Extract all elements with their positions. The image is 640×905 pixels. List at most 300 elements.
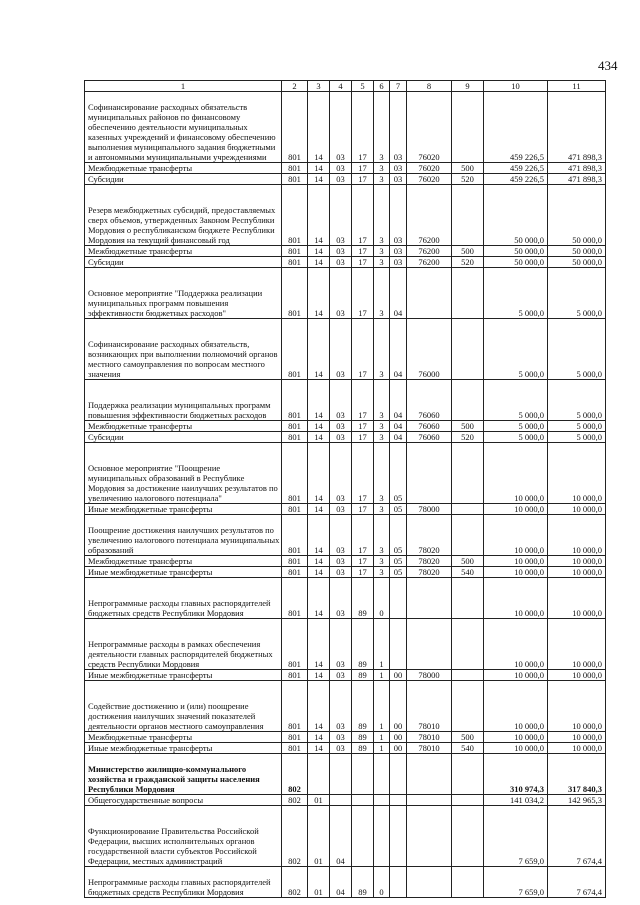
table-row <box>85 578 606 619</box>
table-row <box>85 504 606 515</box>
header-cell: 6 <box>374 81 390 92</box>
header-cell: 3 <box>308 81 330 92</box>
section-code-cell: 801 <box>282 743 308 754</box>
subprogram-code-cell: 3 <box>374 246 390 257</box>
subsection-code-cell: 14 <box>308 257 330 268</box>
direction-code-cell: 76020 <box>407 92 452 163</box>
program-code-cell: 17 <box>352 515 374 556</box>
subprogram-code-cell: 1 <box>374 732 390 743</box>
activity-code-cell: 00 <box>390 681 407 732</box>
subsection-code-cell: 03 <box>330 670 352 681</box>
direction-code-cell: 76020 <box>407 163 452 174</box>
subsection-code-cell: 14 <box>308 380 330 421</box>
program-code-cell: 89 <box>352 619 374 670</box>
section-code-cell: 801 <box>282 319 308 380</box>
section-code-cell: 801 <box>282 556 308 567</box>
amount-year1-cell: 5 000,0 <box>484 380 548 421</box>
header-cell: 1 <box>85 81 282 92</box>
activity-code-cell: 05 <box>390 504 407 515</box>
table-row <box>85 806 606 867</box>
program-code-cell <box>352 795 374 806</box>
expense-type-cell: 500 <box>452 732 484 743</box>
section-code-cell: 801 <box>282 92 308 163</box>
direction-code-cell: 78020 <box>407 515 452 556</box>
subprogram-code-cell: 3 <box>374 421 390 432</box>
subsection-code-cell: 03 <box>330 246 352 257</box>
expense-type-cell: 500 <box>452 163 484 174</box>
program-code-cell: 17 <box>352 504 374 515</box>
row-name-cell: Субсидии <box>85 174 282 185</box>
activity-code-cell <box>390 867 407 898</box>
amount-year2-cell: 5 000,0 <box>548 268 606 319</box>
expense-type-cell <box>452 754 484 795</box>
subsection-code-cell: 03 <box>330 432 352 443</box>
table-row <box>85 246 606 257</box>
subsection-code-cell: 14 <box>308 163 330 174</box>
amount-year1-cell: 50 000,0 <box>484 257 548 268</box>
subsection-code-cell: 03 <box>330 578 352 619</box>
row-name-cell: Содействие достижению и (или) поощрение достижения наилучших значений показателей деятельности органов местного самоуправления <box>85 681 282 732</box>
program-code-cell: 17 <box>352 92 374 163</box>
direction-code-cell: 76060 <box>407 421 452 432</box>
amount-year1-cell: 10 000,0 <box>484 681 548 732</box>
subsection-code-cell: 03 <box>330 380 352 421</box>
expense-type-cell <box>452 867 484 898</box>
expense-type-cell: 520 <box>452 174 484 185</box>
direction-code-cell: 78020 <box>407 567 452 578</box>
table-row <box>85 754 606 795</box>
amount-year2-cell: 471 898,3 <box>548 174 606 185</box>
section-code-cell: 801 <box>282 578 308 619</box>
subprogram-code-cell: 3 <box>374 319 390 380</box>
subsection-code-cell: 14 <box>308 432 330 443</box>
subsection-code-cell: 14 <box>308 515 330 556</box>
amount-year1-cell: 459 226,5 <box>484 174 548 185</box>
direction-code-cell: 78000 <box>407 670 452 681</box>
subprogram-code-cell: 3 <box>374 268 390 319</box>
row-name-cell: Непрограммные расходы главных распорядителей бюджетных средств Республики Мордовия <box>85 867 282 898</box>
activity-code-cell: 00 <box>390 743 407 754</box>
subsection-code-cell: 14 <box>308 443 330 504</box>
direction-code-cell <box>407 268 452 319</box>
subsection-code-cell: 14 <box>308 268 330 319</box>
amount-year1-cell: 5 000,0 <box>484 319 548 380</box>
amount-year2-cell: 10 000,0 <box>548 732 606 743</box>
activity-code-cell: 03 <box>390 246 407 257</box>
subsection-code-cell: 14 <box>308 504 330 515</box>
table-row <box>85 432 606 443</box>
amount-year1-cell: 10 000,0 <box>484 743 548 754</box>
amount-year2-cell: 10 000,0 <box>548 443 606 504</box>
subprogram-code-cell: 3 <box>374 185 390 246</box>
subsection-code-cell: 14 <box>308 185 330 246</box>
expense-type-cell <box>452 806 484 867</box>
amount-year2-cell: 10 000,0 <box>548 504 606 515</box>
subsection-code-cell: 03 <box>330 319 352 380</box>
amount-year1-cell: 141 034,2 <box>484 795 548 806</box>
subsection-code-cell: 14 <box>308 732 330 743</box>
section-code-cell: 802 <box>282 795 308 806</box>
table-body <box>85 92 606 898</box>
amount-year1-cell: 10 000,0 <box>484 619 548 670</box>
section-code-cell: 801 <box>282 163 308 174</box>
subprogram-code-cell <box>374 795 390 806</box>
direction-code-cell: 76200 <box>407 257 452 268</box>
subsection-code-cell: 03 <box>330 92 352 163</box>
subsection-code-cell: 14 <box>308 578 330 619</box>
activity-code-cell: 03 <box>390 92 407 163</box>
expense-type-cell <box>452 515 484 556</box>
row-name-cell: Межбюджетные трансферты <box>85 246 282 257</box>
subsection-code-cell: 01 <box>308 806 330 867</box>
subprogram-code-cell: 3 <box>374 257 390 268</box>
section-code-cell: 802 <box>282 867 308 898</box>
amount-year2-cell: 10 000,0 <box>548 578 606 619</box>
amount-year1-cell: 50 000,0 <box>484 246 548 257</box>
header-cell: 8 <box>407 81 452 92</box>
table-row <box>85 163 606 174</box>
section-code-cell: 801 <box>282 670 308 681</box>
program-code-cell: 17 <box>352 246 374 257</box>
row-name-cell: Поощрение достижения наилучших результатов по увеличению налогового потенциала муниципальных образований <box>85 515 282 556</box>
page-number: 434 <box>598 58 618 73</box>
table-row <box>85 795 606 806</box>
program-code-cell: 17 <box>352 443 374 504</box>
table-row <box>85 732 606 743</box>
subsection-code-cell: 03 <box>330 567 352 578</box>
activity-code-cell: 03 <box>390 163 407 174</box>
section-code-cell: 801 <box>282 619 308 670</box>
program-code-cell: 17 <box>352 421 374 432</box>
subsection-code-cell: 04 <box>330 806 352 867</box>
expense-type-cell: 500 <box>452 556 484 567</box>
amount-year1-cell: 310 974,3 <box>484 754 548 795</box>
direction-code-cell <box>407 619 452 670</box>
subsection-code-cell: 14 <box>308 421 330 432</box>
amount-year1-cell: 10 000,0 <box>484 670 548 681</box>
header-row <box>85 81 606 92</box>
section-code-cell: 801 <box>282 681 308 732</box>
subsection-code-cell: 14 <box>308 246 330 257</box>
program-code-cell <box>352 806 374 867</box>
subsection-code-cell: 03 <box>330 185 352 246</box>
activity-code-cell: 03 <box>390 174 407 185</box>
header-cell: 2 <box>282 81 308 92</box>
activity-code-cell: 03 <box>390 185 407 246</box>
table-row <box>85 268 606 319</box>
section-code-cell: 802 <box>282 806 308 867</box>
expense-type-cell <box>452 185 484 246</box>
section-code-cell: 801 <box>282 504 308 515</box>
table-row <box>85 515 606 556</box>
activity-code-cell <box>390 578 407 619</box>
direction-code-cell: 78010 <box>407 681 452 732</box>
expense-type-cell: 520 <box>452 432 484 443</box>
row-name-cell: Основное мероприятие "Поддержка реализации муниципальных программ повышения эффективности бюджетных расходов" <box>85 268 282 319</box>
subprogram-code-cell: 3 <box>374 515 390 556</box>
program-code-cell: 89 <box>352 743 374 754</box>
row-name-cell: Общегосударственные вопросы <box>85 795 282 806</box>
expense-type-cell <box>452 380 484 421</box>
amount-year2-cell: 50 000,0 <box>548 257 606 268</box>
program-code-cell: 89 <box>352 670 374 681</box>
amount-year2-cell: 5 000,0 <box>548 319 606 380</box>
program-code-cell: 89 <box>352 681 374 732</box>
header-cell: 4 <box>330 81 352 92</box>
subsection-code-cell: 14 <box>308 619 330 670</box>
activity-code-cell: 05 <box>390 556 407 567</box>
header-cell: 7 <box>390 81 407 92</box>
subsection-code-cell: 03 <box>330 619 352 670</box>
subsection-code-cell: 01 <box>308 795 330 806</box>
subprogram-code-cell <box>374 806 390 867</box>
section-code-cell: 801 <box>282 421 308 432</box>
subsection-code-cell <box>330 754 352 795</box>
table-row <box>85 556 606 567</box>
subsection-code-cell: 04 <box>330 867 352 898</box>
amount-year2-cell: 5 000,0 <box>548 380 606 421</box>
subprogram-code-cell: 3 <box>374 504 390 515</box>
activity-code-cell: 05 <box>390 515 407 556</box>
header-cell: 9 <box>452 81 484 92</box>
table-row <box>85 257 606 268</box>
row-name-cell: Софинансирование расходных обязательств муниципальных районов по финансовому обеспечению деятельности муниципальных казенных учреждений и финансовому обеспечению выполнения муниципального задания бюджетными и автономными муниципальными учреждениями <box>85 92 282 163</box>
subprogram-code-cell: 0 <box>374 578 390 619</box>
subprogram-code-cell: 3 <box>374 174 390 185</box>
row-name-cell: Субсидии <box>85 432 282 443</box>
amount-year1-cell: 459 226,5 <box>484 92 548 163</box>
row-name-cell: Непрограммные расходы в рамках обеспечения деятельности главных распорядителей бюджетных средств Республики Мордовия <box>85 619 282 670</box>
activity-code-cell: 04 <box>390 380 407 421</box>
subsection-code-cell: 14 <box>308 743 330 754</box>
expense-type-cell: 540 <box>452 743 484 754</box>
subprogram-code-cell: 3 <box>374 432 390 443</box>
row-name-cell: Основное мероприятие "Поощрение муниципальных образований в Республике Мордовия за достижение наилучших результатов по увеличению налогового потенциала" <box>85 443 282 504</box>
activity-code-cell: 04 <box>390 421 407 432</box>
table-row <box>85 92 606 163</box>
row-name-cell: Межбюджетные трансферты <box>85 556 282 567</box>
amount-year2-cell: 5 000,0 <box>548 432 606 443</box>
amount-year2-cell: 50 000,0 <box>548 246 606 257</box>
program-code-cell: 17 <box>352 380 374 421</box>
subsection-code-cell: 01 <box>308 867 330 898</box>
table-row <box>85 319 606 380</box>
direction-code-cell: 76020 <box>407 174 452 185</box>
subsection-code-cell: 03 <box>330 174 352 185</box>
amount-year1-cell: 50 000,0 <box>484 185 548 246</box>
subprogram-code-cell: 1 <box>374 670 390 681</box>
amount-year2-cell: 7 674,4 <box>548 806 606 867</box>
direction-code-cell: 78020 <box>407 556 452 567</box>
budget-table <box>84 80 606 898</box>
subsection-code-cell: 03 <box>330 556 352 567</box>
amount-year1-cell: 10 000,0 <box>484 567 548 578</box>
activity-code-cell: 04 <box>390 319 407 380</box>
section-code-cell: 801 <box>282 185 308 246</box>
direction-code-cell <box>407 443 452 504</box>
section-code-cell: 801 <box>282 567 308 578</box>
activity-code-cell: 03 <box>390 257 407 268</box>
table-row <box>85 174 606 185</box>
direction-code-cell: 76200 <box>407 246 452 257</box>
section-code-cell: 801 <box>282 515 308 556</box>
direction-code-cell: 78010 <box>407 743 452 754</box>
section-code-cell: 801 <box>282 268 308 319</box>
header-cell: 5 <box>352 81 374 92</box>
amount-year1-cell: 7 659,0 <box>484 806 548 867</box>
row-name-cell: Софинансирование расходных обязательств, возникающих при выполнении полномочий органов местного самоуправления по вопросам местного значения <box>85 319 282 380</box>
expense-type-cell <box>452 319 484 380</box>
program-code-cell: 17 <box>352 432 374 443</box>
table-row <box>85 743 606 754</box>
amount-year2-cell: 471 898,3 <box>548 92 606 163</box>
amount-year1-cell: 5 000,0 <box>484 432 548 443</box>
program-code-cell: 89 <box>352 867 374 898</box>
subprogram-code-cell: 3 <box>374 380 390 421</box>
section-code-cell: 801 <box>282 257 308 268</box>
table-row <box>85 380 606 421</box>
activity-code-cell <box>390 795 407 806</box>
direction-code-cell <box>407 867 452 898</box>
amount-year2-cell: 7 674,4 <box>548 867 606 898</box>
row-name-cell: Министерство жилищно-коммунального хозяйства и гражданской защиты населения Республики Мордовия <box>85 754 282 795</box>
amount-year1-cell: 10 000,0 <box>484 556 548 567</box>
row-name-cell: Функционирование Правительства Российской Федерации, высших исполнительных органов государственной власти субъектов Российской Федерации, местных администраций <box>85 806 282 867</box>
amount-year1-cell: 10 000,0 <box>484 515 548 556</box>
row-name-cell: Межбюджетные трансферты <box>85 421 282 432</box>
row-name-cell: Поддержка реализации муниципальных программ повышения эффективности бюджетных расходов <box>85 380 282 421</box>
activity-code-cell: 00 <box>390 732 407 743</box>
program-code-cell: 17 <box>352 556 374 567</box>
expense-type-cell: 500 <box>452 421 484 432</box>
amount-year2-cell: 10 000,0 <box>548 567 606 578</box>
row-name-cell: Межбюджетные трансферты <box>85 163 282 174</box>
subsection-code-cell: 03 <box>330 257 352 268</box>
amount-year2-cell: 142 965,3 <box>548 795 606 806</box>
subprogram-code-cell <box>374 754 390 795</box>
direction-code-cell <box>407 795 452 806</box>
subprogram-code-cell: 3 <box>374 567 390 578</box>
row-name-cell: Иные межбюджетные трансферты <box>85 567 282 578</box>
program-code-cell: 17 <box>352 163 374 174</box>
subsection-code-cell: 03 <box>330 732 352 743</box>
section-code-cell: 801 <box>282 380 308 421</box>
direction-code-cell <box>407 578 452 619</box>
amount-year1-cell: 10 000,0 <box>484 732 548 743</box>
amount-year2-cell: 10 000,0 <box>548 743 606 754</box>
section-code-cell: 802 <box>282 754 308 795</box>
subprogram-code-cell: 3 <box>374 443 390 504</box>
direction-code-cell: 76060 <box>407 380 452 421</box>
section-code-cell: 801 <box>282 732 308 743</box>
activity-code-cell: 05 <box>390 567 407 578</box>
expense-type-cell <box>452 504 484 515</box>
expense-type-cell: 500 <box>452 246 484 257</box>
expense-type-cell <box>452 670 484 681</box>
subsection-code-cell: 03 <box>330 268 352 319</box>
row-name-cell: Резерв межбюджетных субсидий, предоставляемых сверх объемов, утвержденных Законом Республики Мордовия о республиканском бюджете Республики Мордовия на текущий финансовый год <box>85 185 282 246</box>
direction-code-cell: 76060 <box>407 432 452 443</box>
program-code-cell: 17 <box>352 567 374 578</box>
amount-year1-cell: 10 000,0 <box>484 578 548 619</box>
program-code-cell: 17 <box>352 257 374 268</box>
header-cell: 11 <box>548 81 606 92</box>
table-row <box>85 185 606 246</box>
amount-year2-cell: 471 898,3 <box>548 163 606 174</box>
activity-code-cell: 05 <box>390 443 407 504</box>
activity-code-cell: 04 <box>390 268 407 319</box>
amount-year2-cell: 10 000,0 <box>548 556 606 567</box>
amount-year2-cell: 10 000,0 <box>548 515 606 556</box>
amount-year1-cell: 459 226,5 <box>484 163 548 174</box>
subsection-code-cell <box>330 795 352 806</box>
program-code-cell: 17 <box>352 174 374 185</box>
direction-code-cell <box>407 806 452 867</box>
program-code-cell: 89 <box>352 732 374 743</box>
row-name-cell: Иные межбюджетные трансферты <box>85 504 282 515</box>
row-name-cell: Иные межбюджетные трансферты <box>85 743 282 754</box>
section-code-cell: 801 <box>282 432 308 443</box>
subsection-code-cell: 03 <box>330 163 352 174</box>
subprogram-code-cell: 1 <box>374 619 390 670</box>
expense-type-cell: 540 <box>452 567 484 578</box>
amount-year1-cell: 7 659,0 <box>484 867 548 898</box>
activity-code-cell: 00 <box>390 670 407 681</box>
subprogram-code-cell: 3 <box>374 92 390 163</box>
direction-code-cell: 76000 <box>407 319 452 380</box>
amount-year1-cell: 5 000,0 <box>484 421 548 432</box>
activity-code-cell <box>390 619 407 670</box>
row-name-cell: Непрограммные расходы главных распорядителей бюджетных средств Республики Мордовия <box>85 578 282 619</box>
amount-year2-cell: 317 840,3 <box>548 754 606 795</box>
expense-type-cell <box>452 681 484 732</box>
table-row <box>85 619 606 670</box>
expense-type-cell <box>452 268 484 319</box>
amount-year2-cell: 50 000,0 <box>548 185 606 246</box>
direction-code-cell: 78000 <box>407 504 452 515</box>
header-cell: 10 <box>484 81 548 92</box>
expense-type-cell <box>452 578 484 619</box>
expense-type-cell <box>452 92 484 163</box>
subsection-code-cell: 14 <box>308 319 330 380</box>
amount-year2-cell: 10 000,0 <box>548 670 606 681</box>
expense-type-cell: 520 <box>452 257 484 268</box>
subsection-code-cell: 14 <box>308 92 330 163</box>
activity-code-cell: 04 <box>390 432 407 443</box>
subsection-code-cell: 14 <box>308 681 330 732</box>
subsection-code-cell: 14 <box>308 567 330 578</box>
program-code-cell <box>352 754 374 795</box>
subprogram-code-cell: 0 <box>374 867 390 898</box>
amount-year2-cell: 5 000,0 <box>548 421 606 432</box>
table-row <box>85 443 606 504</box>
section-code-cell: 801 <box>282 246 308 257</box>
table-row <box>85 867 606 898</box>
subsection-code-cell: 03 <box>330 443 352 504</box>
subsection-code-cell <box>308 754 330 795</box>
program-code-cell: 17 <box>352 268 374 319</box>
subsection-code-cell: 14 <box>308 556 330 567</box>
amount-year2-cell: 10 000,0 <box>548 681 606 732</box>
program-code-cell: 17 <box>352 185 374 246</box>
subprogram-code-cell: 1 <box>374 681 390 732</box>
table-row <box>85 567 606 578</box>
row-name-cell: Иные межбюджетные трансферты <box>85 670 282 681</box>
table-row <box>85 670 606 681</box>
subsection-code-cell: 03 <box>330 421 352 432</box>
activity-code-cell <box>390 806 407 867</box>
subsection-code-cell: 03 <box>330 743 352 754</box>
